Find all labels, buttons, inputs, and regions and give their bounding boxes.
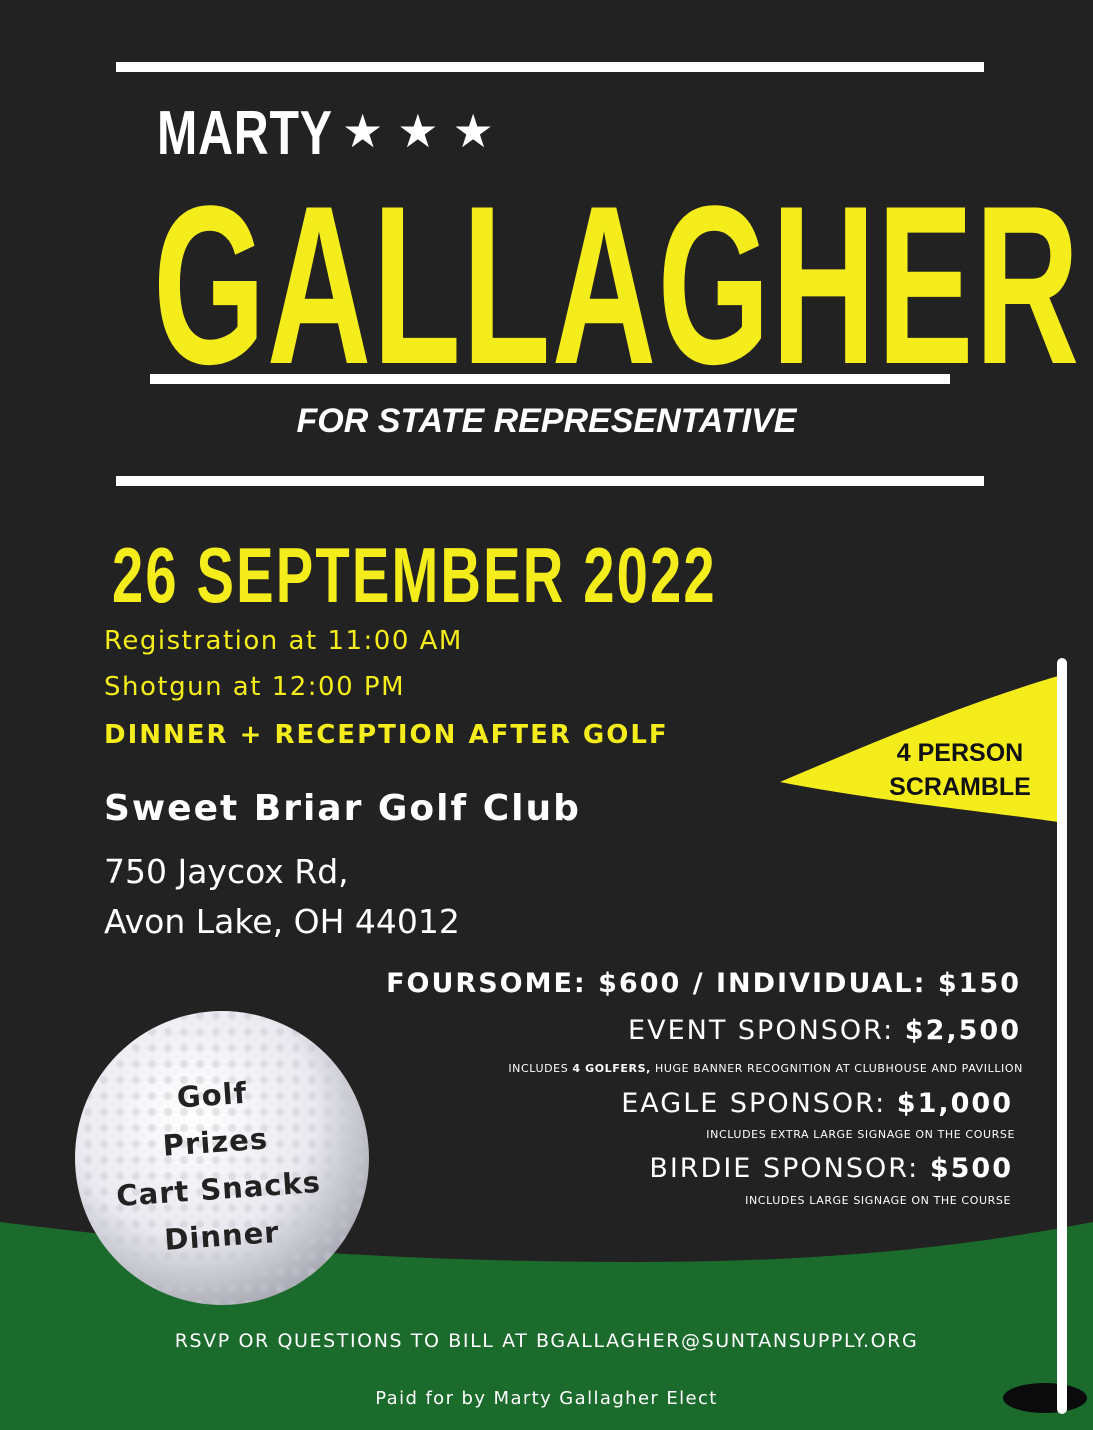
ball-item-prizes: Prizes <box>161 1121 270 1163</box>
foursome-individual-price <box>386 968 1021 999</box>
price-separator: / <box>692 968 705 999</box>
stars-icon: ★★★ <box>342 104 508 158</box>
venue-street: 750 Jaycox Rd, <box>104 852 349 891</box>
top-rule <box>116 62 984 72</box>
event-sponsor-note-post: HUGE BANNER RECOGNITION AT CLUBHOUSE AND PAVILLION <box>655 1062 1023 1075</box>
event-sponsor-note-bold: 4 GOLFERS, <box>572 1062 651 1075</box>
pennant-line-1: 4 PERSON <box>896 739 1024 767</box>
birdie-sponsor-price <box>649 1153 1013 1184</box>
event-sponsor-price <box>628 1015 1021 1046</box>
event-sponsor-amount: $2,500 <box>904 1015 1021 1046</box>
shotgun-time: Shotgun at 12:00 PM <box>104 672 406 702</box>
birdie-amount: $500 <box>929 1153 1013 1184</box>
eagle-sponsor-price <box>621 1088 1013 1119</box>
office-title: FOR STATE REPRESENTATIVE <box>296 402 797 440</box>
bottom-rule <box>116 476 984 486</box>
venue-name: Sweet Briar Golf Club <box>104 788 581 829</box>
candidate-first-name: MARTY <box>157 99 333 168</box>
ball-item-cart-snacks: Cart Snacks <box>115 1164 323 1214</box>
event-date: 26 SEPTEMBER 2022 <box>112 531 717 619</box>
foursome-price: $600 <box>598 968 682 999</box>
event-sponsor-label: EVENT SPONSOR: <box>628 1015 895 1046</box>
eagle-amount: $1,000 <box>896 1088 1013 1119</box>
birdie-sponsor-note: INCLUDES LARGE SIGNAGE ON THE COURSE <box>745 1194 1011 1207</box>
event-sponsor-note <box>508 1062 1023 1075</box>
eagle-label: EAGLE SPONSOR: <box>621 1088 887 1119</box>
rsvp-contact: RSVP OR QUESTIONS TO BILL AT BGALLAGHER@SUNTANSUPPLY.ORG <box>174 1330 919 1352</box>
pennant-label <box>870 736 1050 804</box>
candidate-last-name: GALLAGHER <box>153 158 1081 411</box>
ball-item-golf: Golf <box>175 1075 249 1115</box>
golf-ball-label <box>86 1064 349 1269</box>
pennant-line-2: SCRAMBLE <box>889 773 1031 801</box>
venue-city: Avon Lake, OH 44012 <box>104 902 460 941</box>
individual-price: $150 <box>937 968 1021 999</box>
paid-for-disclaimer: Paid for by Marty Gallagher Elect <box>375 1388 718 1409</box>
ball-item-dinner: Dinner <box>163 1214 281 1257</box>
eagle-sponsor-note: INCLUDES EXTRA LARGE SIGNAGE ON THE COURSE <box>706 1128 1015 1141</box>
foursome-label: FOURSOME: <box>386 968 587 999</box>
dinner-note: DINNER + RECEPTION AFTER GOLF <box>104 720 669 750</box>
event-sponsor-note-pre: INCLUDES <box>508 1062 569 1075</box>
birdie-label: BIRDIE SPONSOR: <box>649 1153 920 1184</box>
registration-time: Registration at 11:00 AM <box>104 626 463 656</box>
individual-label: INDIVIDUAL: <box>715 968 927 999</box>
